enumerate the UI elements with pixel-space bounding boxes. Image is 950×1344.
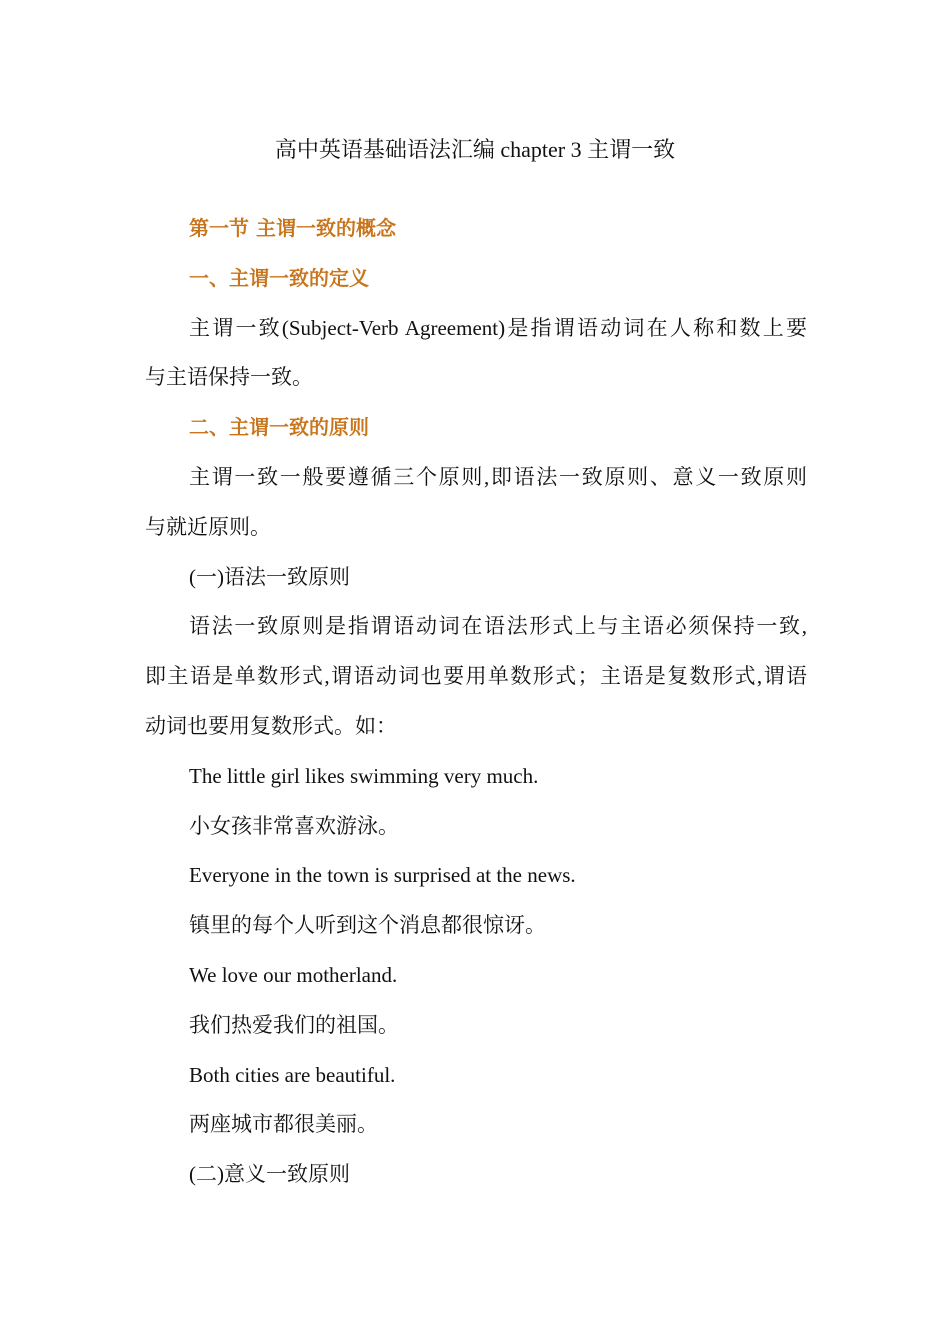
grammar-principle-heading: (一)语法一致原则: [189, 564, 350, 589]
document-body: [145, 204, 807, 1200]
example-chinese: 小女孩非常喜欢游泳。: [189, 813, 399, 838]
subsection-heading-principles: 二、主谓一致的原则: [189, 415, 369, 440]
meaning-principle-heading: (二)意义一致原则: [189, 1162, 350, 1187]
principles-paragraph-line: 与就近原则。: [145, 514, 271, 539]
example-chinese: 镇里的每个人听到这个消息都很惊讶。: [189, 913, 546, 938]
document-title: 高中英语基础语法汇编 chapter 3 主谓一致: [274, 137, 676, 162]
subsection-heading-definition: 一、主谓一致的定义: [189, 265, 369, 290]
example-chinese: 我们热爱我们的祖国。: [189, 1012, 399, 1037]
example-english: Both cities are beautiful.: [189, 1062, 396, 1087]
principles-paragraph-line: 主谓一致一般要遵循三个原则,即语法一致原则、意义一致原则: [189, 464, 807, 489]
example-chinese: 两座城市都很美丽。: [189, 1112, 378, 1137]
example-english: Everyone in the town is surprised at the news.: [189, 863, 576, 888]
example-english: The little girl likes swimming very much.: [189, 763, 539, 788]
grammar-paragraph-line: 动词也要用复数形式。如：: [145, 713, 397, 738]
section-heading: 第一节 主谓一致的概念: [189, 216, 396, 240]
grammar-paragraph-line: 即主语是单数形式,谓语动词也要用单数形式；主语是复数形式,谓语: [145, 664, 807, 689]
grammar-paragraph-line: 语法一致原则是指谓语动词在语法形式上与主语必须保持一致,: [189, 614, 807, 639]
definition-paragraph-line: 主谓一致(Subject-Verb Agreement)是指谓语动词在人称和数上要: [189, 315, 807, 340]
example-english: We love our motherland.: [189, 962, 398, 987]
definition-paragraph-line: 与主语保持一致。: [145, 365, 313, 390]
